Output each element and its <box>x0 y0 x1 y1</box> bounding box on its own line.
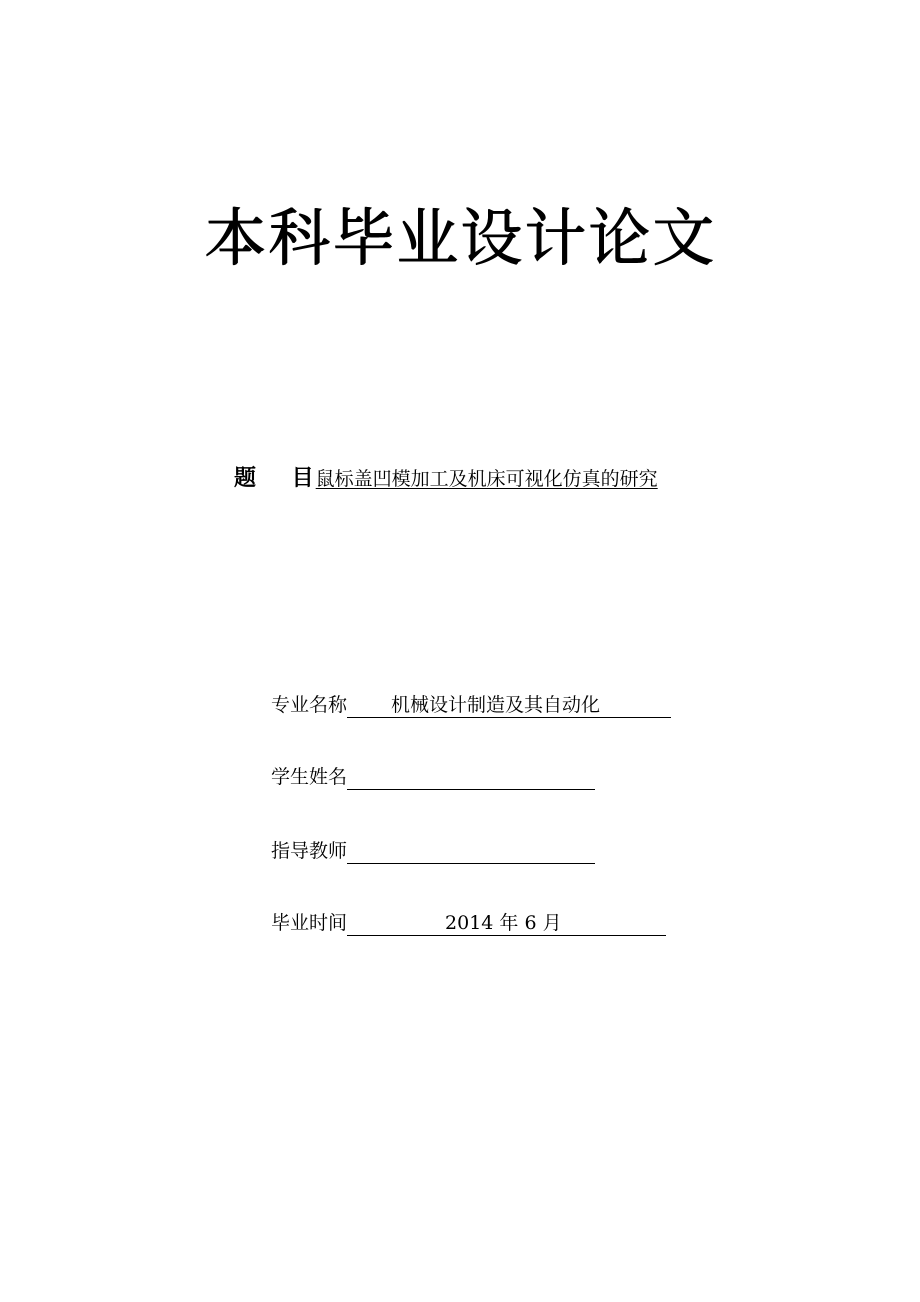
graduation-underline <box>347 911 666 936</box>
student-label: 学生姓名 <box>271 766 348 788</box>
advisor-underline <box>347 839 595 864</box>
main-title: 本科毕业设计论文 <box>203 201 716 274</box>
major-underline <box>347 693 671 718</box>
subject-label: 题 目 <box>234 466 328 491</box>
subject-row <box>234 458 658 494</box>
advisor-field-row <box>271 834 595 864</box>
graduation-value: 2014 年 6 月 <box>445 912 562 934</box>
graduation-label: 毕业时间 <box>271 912 348 934</box>
advisor-label: 指导教师 <box>271 840 348 862</box>
student-underline <box>347 765 595 790</box>
major-field-row <box>271 688 671 718</box>
graduation-field-row <box>271 906 666 936</box>
student-field-row <box>271 760 595 790</box>
major-value: 机械设计制造及其自动化 <box>391 694 601 716</box>
major-label: 专业名称 <box>271 694 348 716</box>
subject-value: 鼠标盖凹模加工及机床可视化仿真的研究 <box>315 468 658 490</box>
